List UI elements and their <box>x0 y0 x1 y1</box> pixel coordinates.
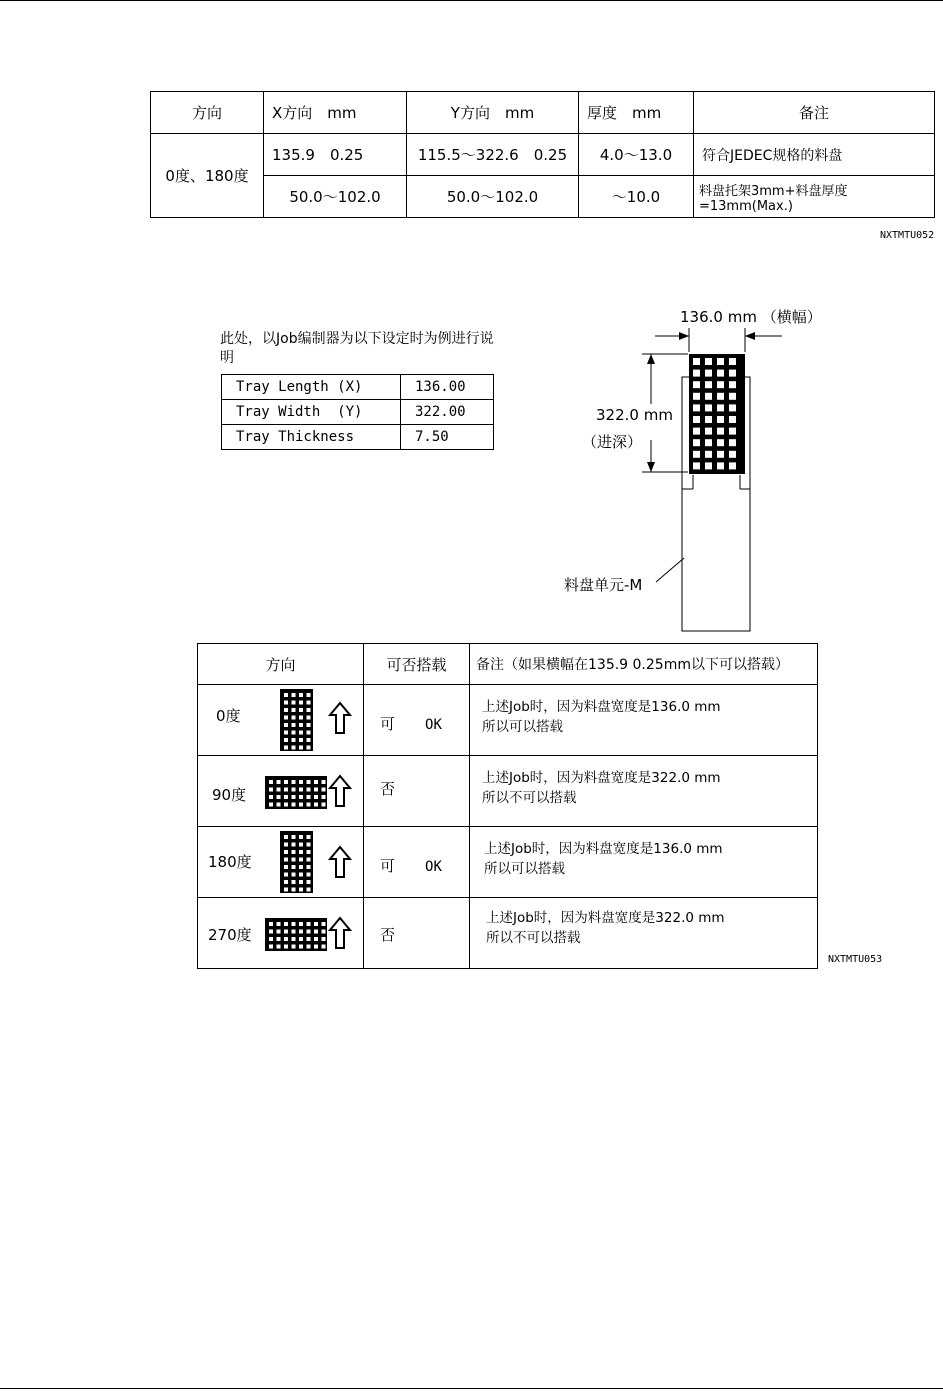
description-text: 此处，以Job编制器为以下设定时为例进行说明 <box>220 331 494 366</box>
tray-unit-diagram <box>560 300 860 635</box>
setting-value: 136.00 <box>401 375 494 400</box>
x-value: 135.9 0.25 <box>264 134 407 176</box>
up-arrow-icon <box>328 916 352 950</box>
tray-depth-value: 322.0 mm <box>596 406 673 424</box>
setting-value: 322.00 <box>401 400 494 425</box>
loadable-answer: 否 <box>380 780 396 798</box>
direction-label: 90度 <box>212 786 247 804</box>
remark-value: 料盘托架3mm+料盘厚度=13mm(Max.) <box>694 176 935 218</box>
tray-horizontal-icon <box>264 916 328 952</box>
tray-unit-label: 料盘单元-M <box>564 576 643 594</box>
loadable-cell <box>364 756 470 827</box>
loadable-value <box>380 778 395 799</box>
table-row <box>151 134 935 176</box>
tray-spec-table <box>150 91 935 218</box>
header-direction: 方向 <box>198 644 364 685</box>
figure-caption: NXTMTU053 <box>828 954 883 965</box>
loadable-cell <box>364 898 470 969</box>
remark-line-1: 上述Job时，因为料盘宽度是136.0 mm <box>484 841 723 857</box>
table-row <box>151 176 935 218</box>
remark-text <box>484 839 723 879</box>
bottom-rule <box>0 1388 943 1389</box>
remark-line-2: 所以不可以搭载 <box>482 790 577 806</box>
up-arrow-icon <box>328 845 352 879</box>
remark-line-1: 上述Job时，因为料盘宽度是136.0 mm <box>482 699 721 715</box>
table-row <box>198 756 818 827</box>
remark-text <box>482 768 721 808</box>
setting-value: 7.50 <box>401 425 494 450</box>
header-remark: 备注 <box>694 92 935 134</box>
loadable-value <box>380 855 442 876</box>
orientation-table <box>197 643 818 969</box>
tray-horizontal-icon <box>264 774 328 810</box>
tray-vertical-icon <box>278 688 314 752</box>
up-arrow-icon <box>328 774 352 808</box>
loadable-answer: 可 <box>380 715 396 733</box>
loadable-answer: 否 <box>380 926 396 944</box>
direction-label: 270度 <box>208 926 252 944</box>
direction-label: 0度 <box>216 707 241 725</box>
table-header-row <box>198 644 818 685</box>
loadable-value <box>380 924 395 945</box>
y-value: 50.0～102.0 <box>407 176 579 218</box>
orientation-cell: 0度、180度 <box>151 134 264 218</box>
table-header-row <box>151 92 935 134</box>
setting-label: Tray Thickness <box>222 425 401 450</box>
figure-caption: NXTMTU052 <box>880 230 935 241</box>
ok-word: OK <box>425 859 442 875</box>
remark-line-1: 上述Job时，因为料盘宽度是322.0 mm <box>486 910 725 926</box>
loadable-value <box>380 713 442 734</box>
header-y: Y方向 mm <box>407 92 579 134</box>
remark-text <box>486 908 725 948</box>
direction-cell <box>198 827 364 898</box>
remark-cell <box>470 827 818 898</box>
top-rule <box>0 0 943 1</box>
header-direction: 方向 <box>151 92 264 134</box>
header-loadable: 可否搭载 <box>364 644 470 685</box>
y-value: 115.5～322.6 0.25 <box>407 134 579 176</box>
direction-cell <box>198 685 364 756</box>
setting-label: Tray Width (Y) <box>222 400 401 425</box>
tray-depth-label: （进深） <box>582 433 643 451</box>
remark-line-2: 所以可以搭载 <box>484 861 565 877</box>
remark-text <box>482 697 721 737</box>
header-remark: 备注（如果横幅在135.9 0.25mm以下可以搭载） <box>470 644 818 685</box>
tray-width-label: 136.0 mm （横幅） <box>680 308 822 326</box>
remark-value: 符合JEDEC规格的料盘 <box>694 134 935 176</box>
direction-cell <box>198 756 364 827</box>
direction-label: 180度 <box>208 853 252 871</box>
thickness-value: 4.0～13.0 <box>579 134 694 176</box>
direction-cell <box>198 898 364 969</box>
remark-cell <box>470 685 818 756</box>
table-row <box>222 400 494 425</box>
remark-line-2: 所以可以搭载 <box>482 719 563 735</box>
remark-cell <box>470 756 818 827</box>
header-x: X方向 mm <box>264 92 407 134</box>
job-settings-table <box>221 374 494 450</box>
thickness-value: ～10.0 <box>579 176 694 218</box>
x-value: 50.0～102.0 <box>264 176 407 218</box>
table-row <box>198 685 818 756</box>
remark-cell <box>470 898 818 969</box>
header-thickness: 厚度 mm <box>579 92 694 134</box>
tray-vertical-icon <box>278 830 314 894</box>
loadable-answer: 可 <box>380 857 396 875</box>
up-arrow-icon <box>328 701 352 735</box>
table-row <box>198 827 818 898</box>
table-row <box>198 898 818 969</box>
ok-word: OK <box>425 717 442 733</box>
loadable-cell <box>364 827 470 898</box>
table-row <box>222 375 494 400</box>
loadable-cell <box>364 685 470 756</box>
setting-label: Tray Length (X) <box>222 375 401 400</box>
remark-line-1: 上述Job时，因为料盘宽度是322.0 mm <box>482 770 721 786</box>
table-row <box>222 425 494 450</box>
remark-line-2: 所以不可以搭载 <box>486 930 581 946</box>
